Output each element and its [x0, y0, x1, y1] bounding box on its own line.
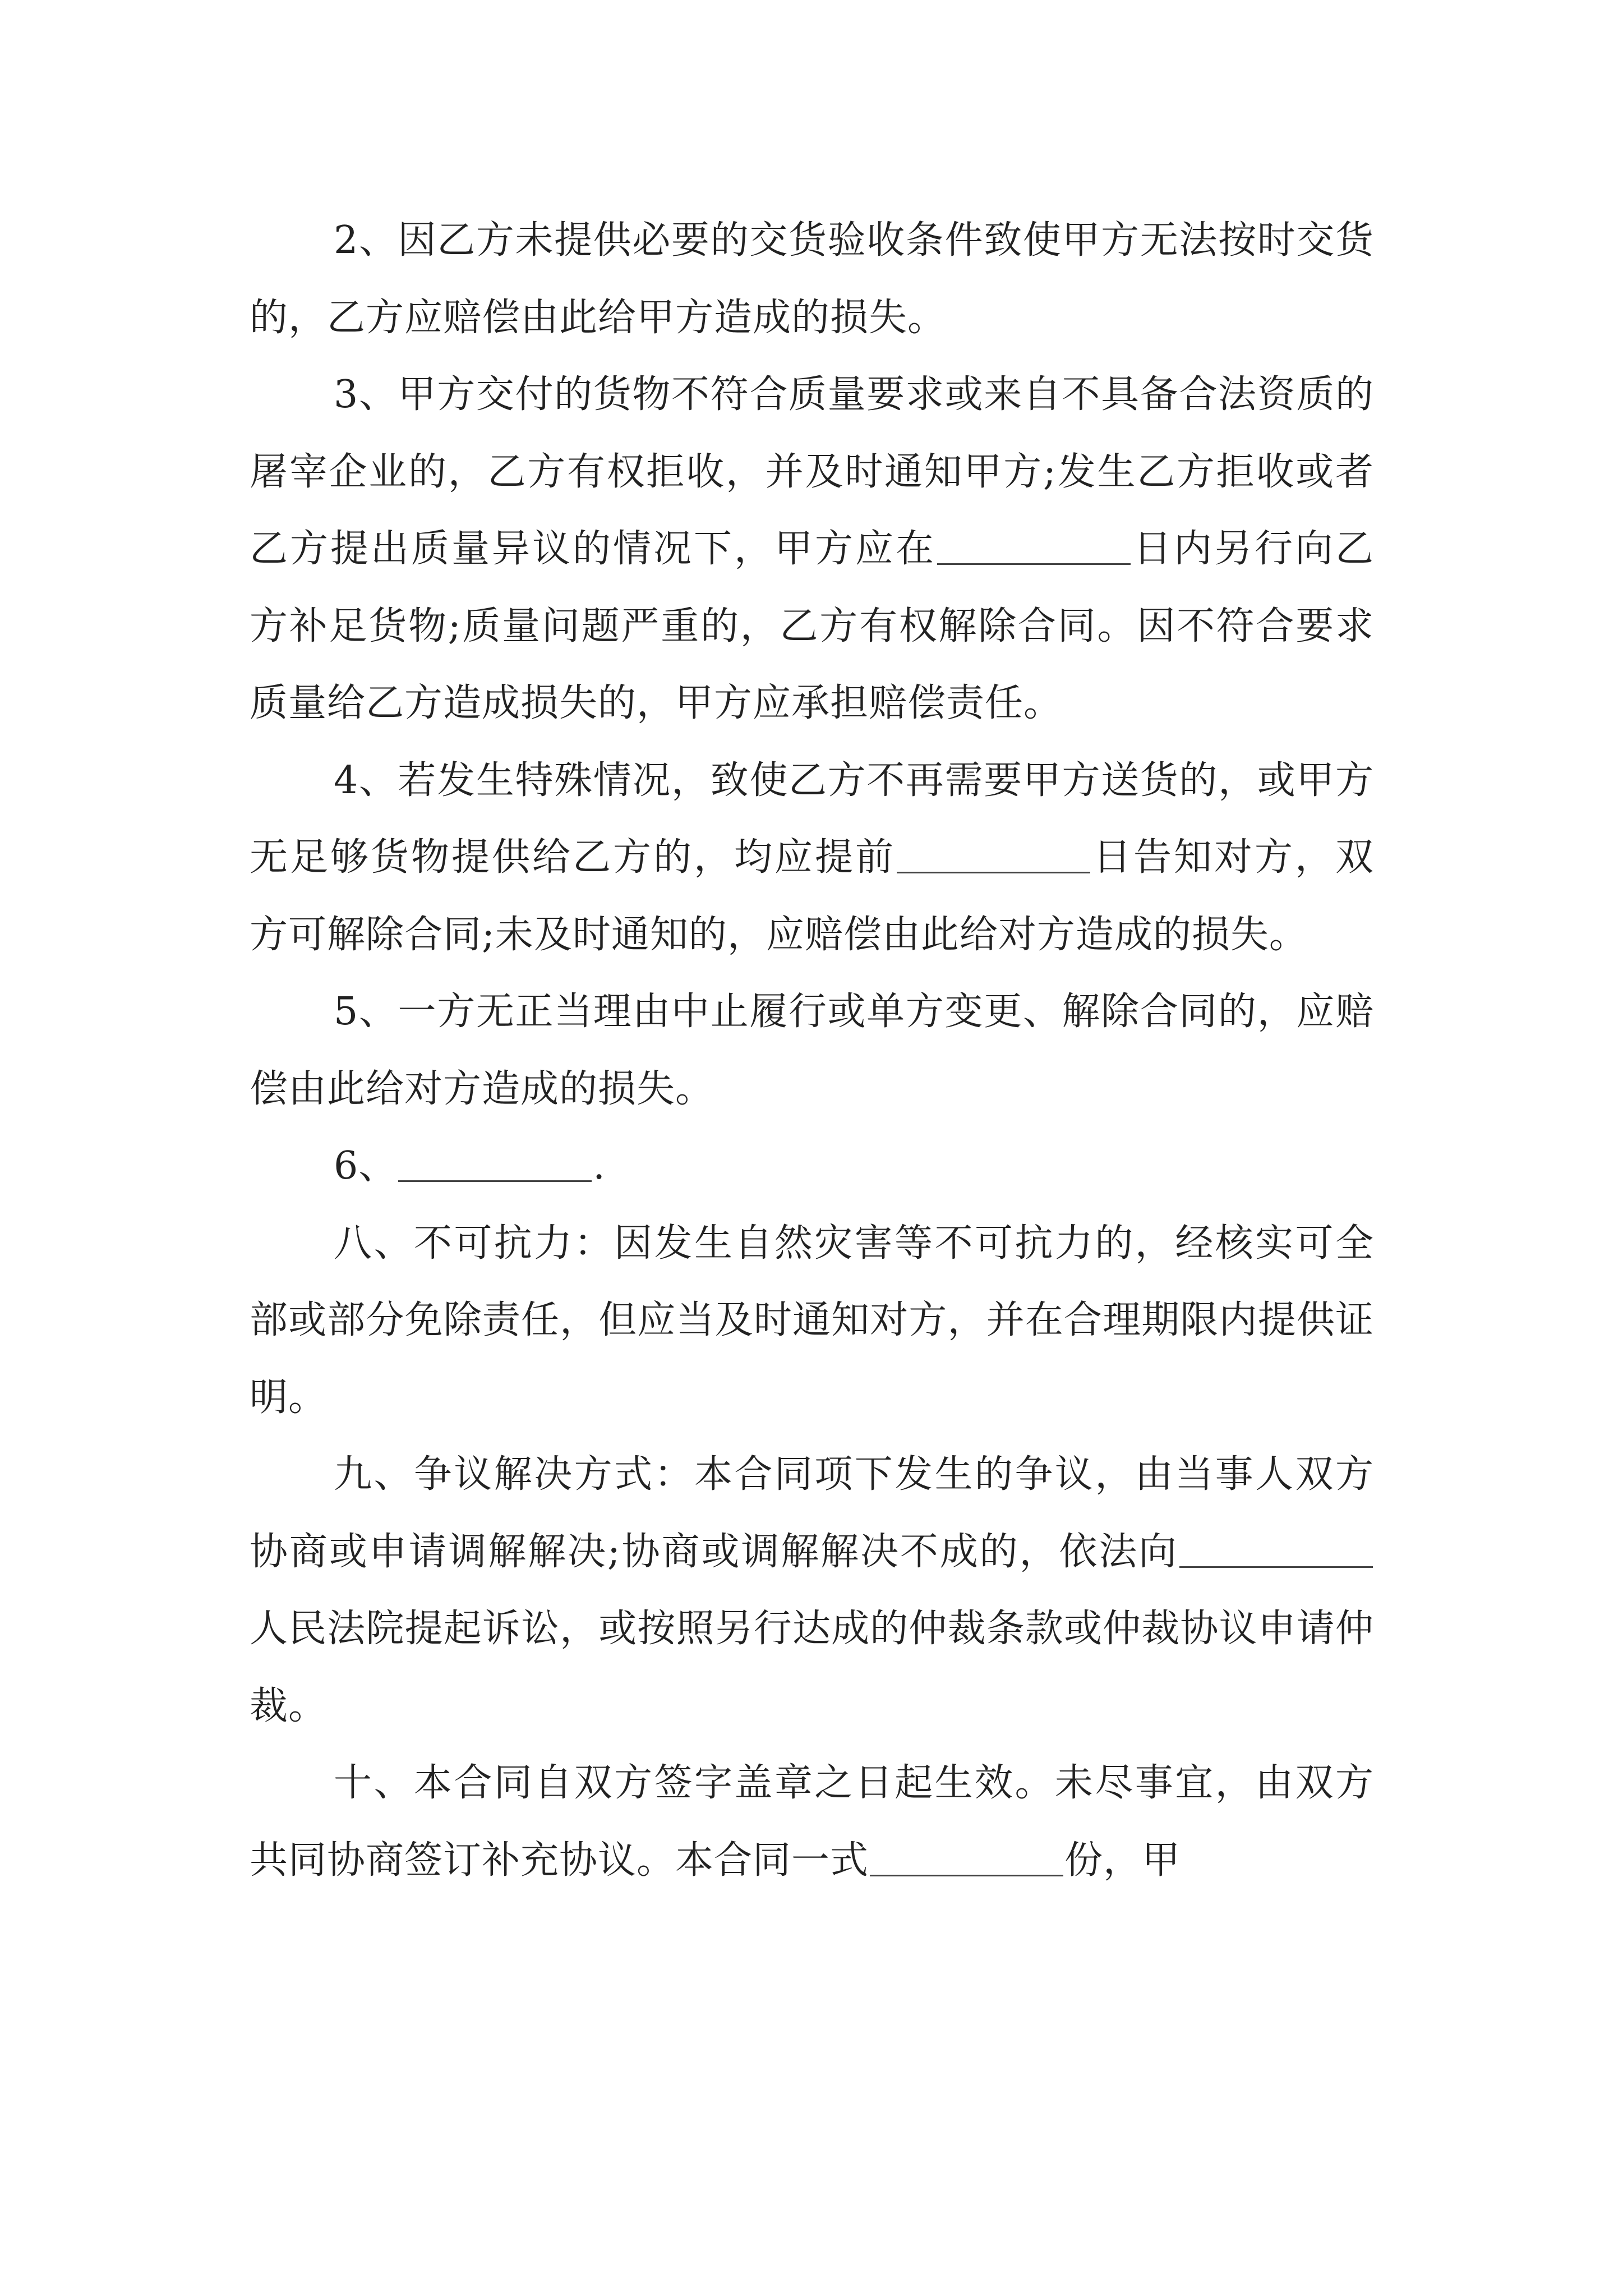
paragraph-clause-7-2: [250, 202, 1374, 356]
paragraph-text: 十、本合同自双方签字盖章之日起生效。未尽事宜，由双方共同协商签订补充协议。本合同一式: [250, 1761, 1374, 1883]
paragraph-text: 6、: [334, 1144, 398, 1188]
paragraph-text: 3、甲方交付的货物不符合质量要求或来自不具备合法资质的屠宰企业的，乙方有权拒收，并及时通知甲方;发生乙方拒收或者乙方提出质量异议的情况下，甲方应在: [250, 372, 1374, 571]
fill-in-blank: [897, 871, 1090, 873]
paragraph-text: 5、一方无正当理由中止履行或单方变更、解除合同的，应赔偿由此给对方造成的损失。: [250, 990, 1374, 1111]
paragraph-text: 八、不可抗力：因发生自然灾害等不可抗力的，经核实可全部或部分免除责任，但应当及时通知对方，并在合理期限内提供证明。: [250, 1221, 1374, 1420]
fill-in-blank: [1179, 1566, 1373, 1568]
paragraph-text: 日内另行向乙方补足货物;质量问题严重的，乙方有权解除合同。因不符合要求质量给乙方造成损失的，甲方应承担赔偿责任。: [250, 527, 1374, 725]
paragraph-clause-7-4: [250, 742, 1374, 974]
paragraph-text: 2、因乙方未提供必要的交货验收条件致使甲方无法按时交货的，乙方应赔偿由此给甲方造成的损失。: [250, 218, 1374, 340]
paragraph-text: .: [593, 1144, 606, 1188]
paragraph-text: 日告知对方，双方可解除合同;未及时通知的，应赔偿由此给对方造成的损失。: [250, 835, 1374, 957]
paragraph-clause-8: [250, 1205, 1374, 1437]
paragraph-clause-10: [250, 1745, 1374, 1899]
fill-in-blank: [870, 1874, 1063, 1876]
paragraph-text: 份，甲: [1064, 1838, 1181, 1883]
paragraph-clause-7-5: [250, 973, 1374, 1128]
paragraph-clause-7-3: [250, 356, 1374, 742]
paragraph-clause-7-6: [250, 1128, 1374, 1205]
fill-in-blank: [398, 1180, 592, 1182]
paragraph-text: 人民法院提起诉讼，或按照另行达成的仲裁条款或仲裁协议申请仲裁。: [250, 1607, 1374, 1728]
paragraph-text: 九、争议解决方式：本合同项下发生的争议，由当事人双方协商或申请调解解决;协商或调解解决不成的，依法向: [250, 1452, 1374, 1574]
document-body: [250, 202, 1374, 1899]
paragraph-clause-9: [250, 1436, 1374, 1745]
fill-in-blank: [937, 563, 1131, 565]
paragraph-text: 4、若发生特殊情况，致使乙方不再需要甲方送货的，或甲方无足够货物提供给乙方的，均应提前: [250, 758, 1374, 880]
